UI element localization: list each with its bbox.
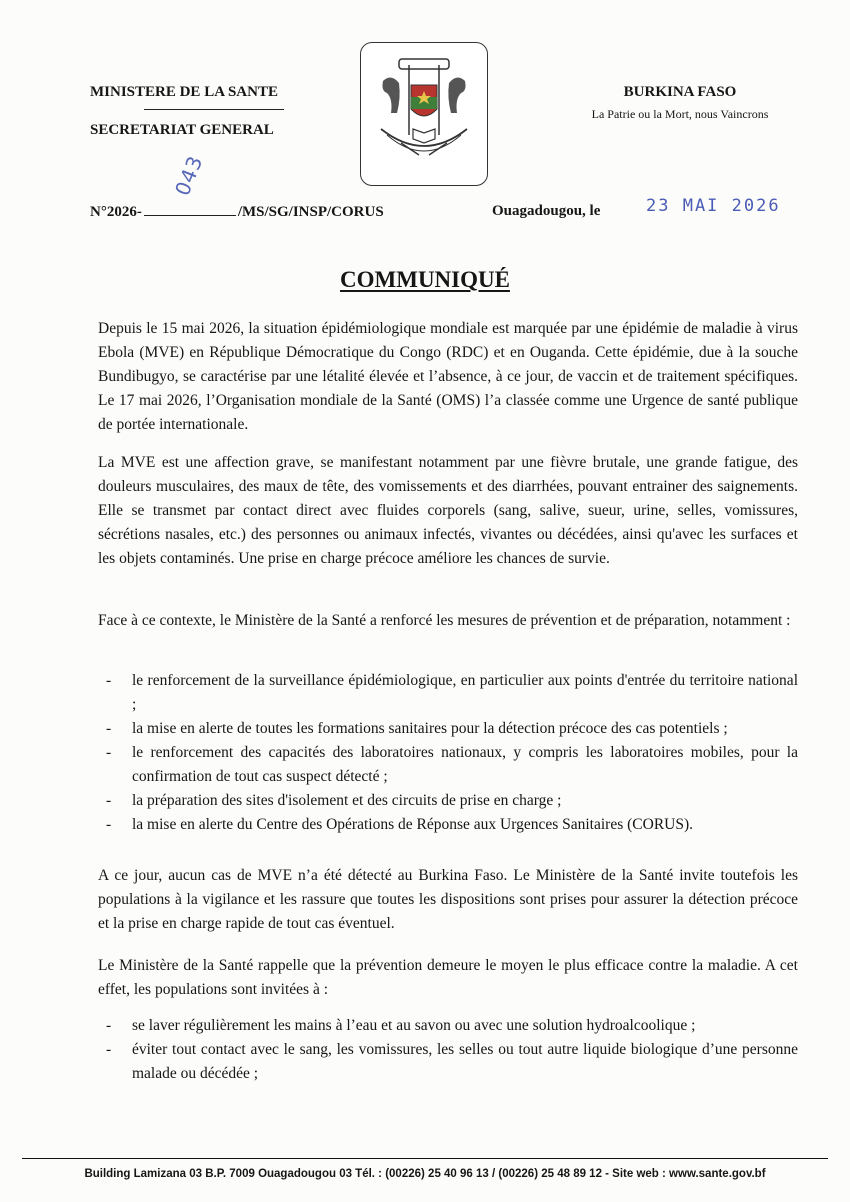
reference-suffix: /MS/SG/INSP/CORUS bbox=[237, 204, 384, 220]
date-stamp: 23 MAI 2026 bbox=[646, 196, 781, 216]
document-title: COMMUNIQUÉ bbox=[340, 267, 510, 292]
list-item: - éviter tout contact avec le sang, les vomissures, les selles ou tout autre liquide biologique d’une personne malade ou décédée ; bbox=[98, 1038, 798, 1086]
reference-number bbox=[90, 203, 384, 221]
paragraph-prevention-intro: Le Ministère de la Santé rappelle que la prévention demeure le moyen le plus efficace contre la maladie. A cet effet, les populations sont invitées à : bbox=[98, 957, 798, 998]
reference-prefix: N°2026- bbox=[90, 204, 142, 220]
list-item: - le renforcement de la surveillance épidémiologique, en particulier aux points d'entrée du territoire national ; bbox=[98, 669, 798, 717]
coat-of-arms-icon bbox=[360, 42, 488, 186]
paragraph-measures-intro: Face à ce contexte, le Ministère de la Santé a renforcé les mesures de prévention et de préparation, notamment : bbox=[98, 612, 791, 629]
list-item: - la préparation des sites d'isolement et des circuits de prise en charge ; bbox=[98, 789, 798, 813]
paragraph-situation: A ce jour, aucun cas de MVE n’a été détecté au Burkina Faso. Le Ministère de la Santé invite toutefois les populations à la vigilance et les rassure que toutes les dispositions sont prises pour assurer la détection précoce et la prise en charge rapide de tout cas éventuel. bbox=[98, 867, 798, 932]
place-label: Ouagadougou, le bbox=[492, 203, 601, 219]
header-divider bbox=[144, 109, 284, 110]
list-item: - la mise en alerte du Centre des Opérations de Réponse aux Urgences Sanitaires (CORUS). bbox=[98, 813, 798, 837]
national-motto: La Patrie ou la Mort, nous Vaincrons bbox=[591, 107, 769, 121]
ministry-name: MINISTERE DE LA SANTE bbox=[90, 84, 278, 100]
list-item: - le renforcement des capacités des laboratoires nationaux, y compris les laboratoires mobiles, pour la confirmation de tout cas suspect détecté ; bbox=[98, 741, 798, 789]
footer-divider bbox=[22, 1158, 828, 1159]
measures-list bbox=[98, 669, 798, 837]
footer-contact: Building Lamizana 03 B.P. 7009 Ouagadougou 03 Tél. : (00226) 25 40 96 13 / (00226) 25 48 89 12 - Site web : www.sante.gov.bf bbox=[84, 1168, 766, 1180]
secretariat-name: SECRETARIAT GENERAL bbox=[90, 122, 274, 138]
advice-list bbox=[98, 1014, 798, 1086]
list-item: - la mise en alerte de toutes les formations sanitaires pour la détection précoce des cas potentiels ; bbox=[98, 717, 798, 741]
reference-blank bbox=[144, 203, 236, 216]
handwritten-number: 043 bbox=[170, 151, 208, 199]
list-item: - se laver régulièrement les mains à l’eau et au savon ou avec une solution hydroalcoolique ; bbox=[98, 1014, 798, 1038]
country-name: BURKINA FASO bbox=[623, 84, 737, 100]
country-block bbox=[560, 84, 800, 122]
paragraph-context: Depuis le 15 mai 2026, la situation épidémiologique mondiale est marquée par une épidémie de maladie à virus Ebola (MVE) en République Démocratique du Congo (RDC) et en Ouganda. Cette épidémie, due à la souche Bundibugyo, se caractérise par une létalité élevée et l’absence, à ce jour, de vaccin et de traitement spécifiques. Le 17 mai 2026, l’Organisation mondiale de la Santé (OMS) l’a classée comme une Urgence de santé publique de portée internationale. bbox=[98, 320, 798, 433]
paragraph-disease: La MVE est une affection grave, se manifestant notamment par une fièvre brutale, une grande fatigue, des douleurs musculaires, des maux de tête, des vomissements et des diarrhées, pouvant entrainer des saignements. Elle se transmet par contact direct avec fluides corporels (sang, salive, sueur, urine, selles, vomissures, sécrétions nasales, etc.) des personnes ou animaux infectés, vivantes ou décédées, ainsi qu'avec les surfaces et les objets contaminés. Une prise en charge précoce améliore les chances de survie. bbox=[98, 454, 798, 567]
